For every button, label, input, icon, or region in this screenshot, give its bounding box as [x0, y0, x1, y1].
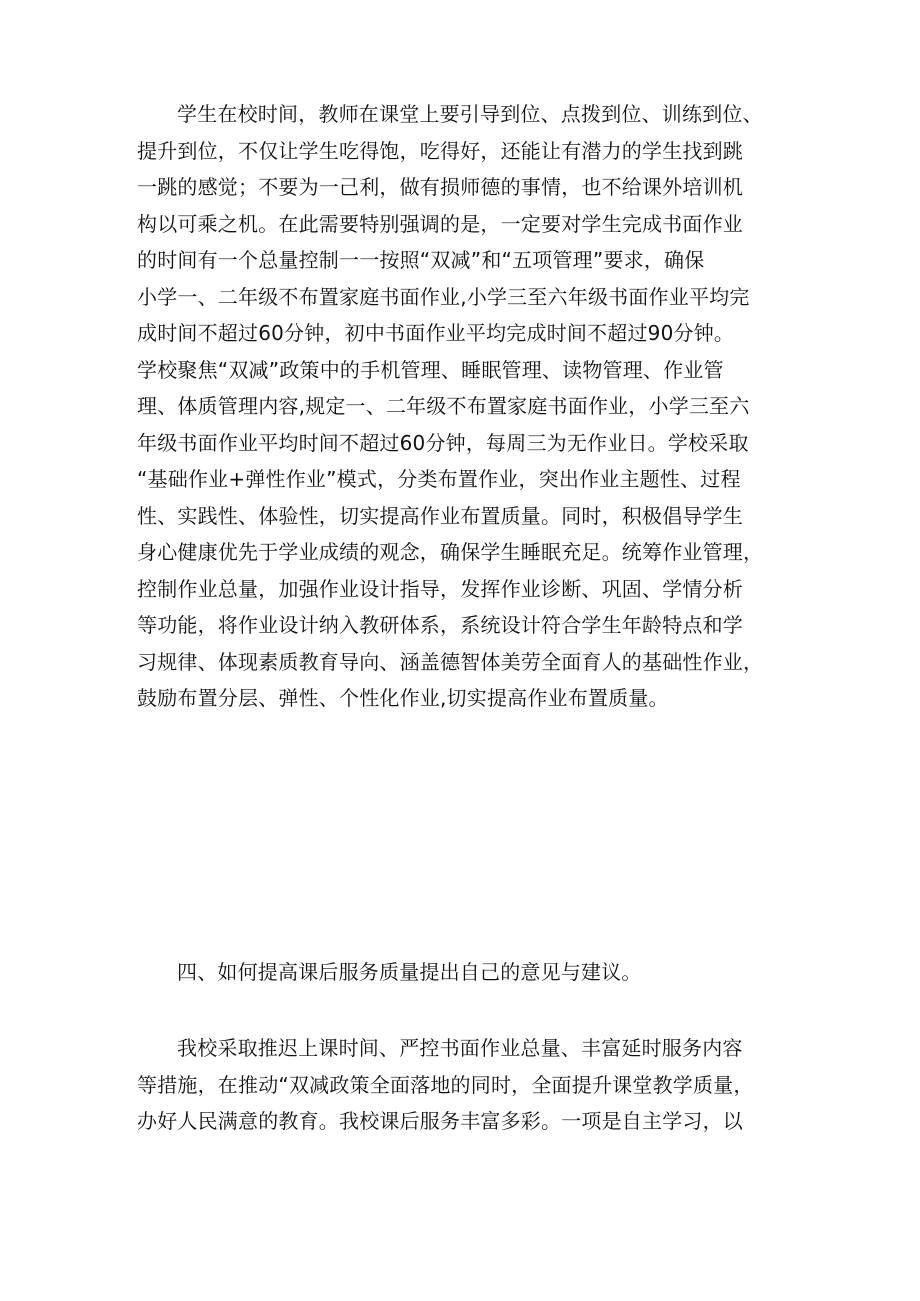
section-heading-four: [137, 954, 797, 991]
text-line: 控制作业总量，加强作业设计指导，发挥作业诊断、巩固、学情分析: [137, 576, 743, 601]
text-line: 一跳的感觉；不要为一己利，做有损师德的事情，也不给课外培训机: [137, 175, 743, 199]
text-line: 鼓励布置分层、弹性、个性化作业,切实提高作业布置质量。: [137, 686, 669, 710]
text-line: 办好人民满意的教育。我校课后服务丰富多彩。一项是自主学习，以: [137, 1109, 743, 1133]
paragraph-homework-management: [137, 96, 797, 717]
text-line: 身心健康优先于学业成绩的观念，确保学生睡眠充足。统筹作业管理，: [137, 540, 764, 564]
text-line: “基础作业+弹性作业”模式，分类布置作业，突出作业主题性、过程: [137, 467, 741, 491]
paragraph-after-school-service: [137, 1030, 797, 1140]
text-line: 理、体质管理内容,规定一、二年级不布置家庭书面作业，小学三至六: [137, 394, 750, 418]
text-line: 构以可乘之机。在此需要特别强调的是，一定要对学生完成书面作业: [137, 211, 743, 236]
text-line: 的时间有一个总量控制一一按照“双减”和“五项管理”要求，确保: [137, 248, 705, 272]
text-line: 等措施，在推动“双减政策全面落地的同时，全面提升课堂教学质量，: [137, 1072, 754, 1097]
text-line: 学校聚焦“双减”政策中的手机管理、睡眠管理、读物管理、作业管: [137, 357, 724, 382]
text-line: 提升到位，不仅让学生吃得饱，吃得好，还能让有潜力的学生找到跳: [137, 138, 743, 163]
text-line: 我校采取推迟上课时间、严控书面作业总量、丰富延时服务内容: [177, 1036, 743, 1060]
text-line: 成时间不超过60分钟，初中书面作业平均完成时间不超过90分钟。: [137, 321, 735, 345]
text-line: 性、实践性、体验性，切实提高作业布置质量。同时，积极倡导学生: [137, 503, 743, 528]
text-line: 年级书面作业平均时间不超过60分钟，每周三为无作业日。学校采取: [137, 430, 749, 455]
text-line: 等功能，将作业设计纳入教研体系，系统设计符合学生年龄特点和学: [137, 613, 743, 637]
text-line: 学生在校时间，教师在课堂上要引导到位、点拨到位、训练到位、: [177, 102, 763, 126]
text-line: 习规律、体现素质教育导向、涵盖德智体美劳全面育人的基础性作业，: [137, 649, 764, 674]
text-line: 小学一、二年级不布置家庭书面作业,小学三至六年级书面作业平均完: [137, 284, 750, 309]
section-heading-text: 四、如何提高课后服务质量提出自己的意见与建议。: [177, 960, 642, 984]
